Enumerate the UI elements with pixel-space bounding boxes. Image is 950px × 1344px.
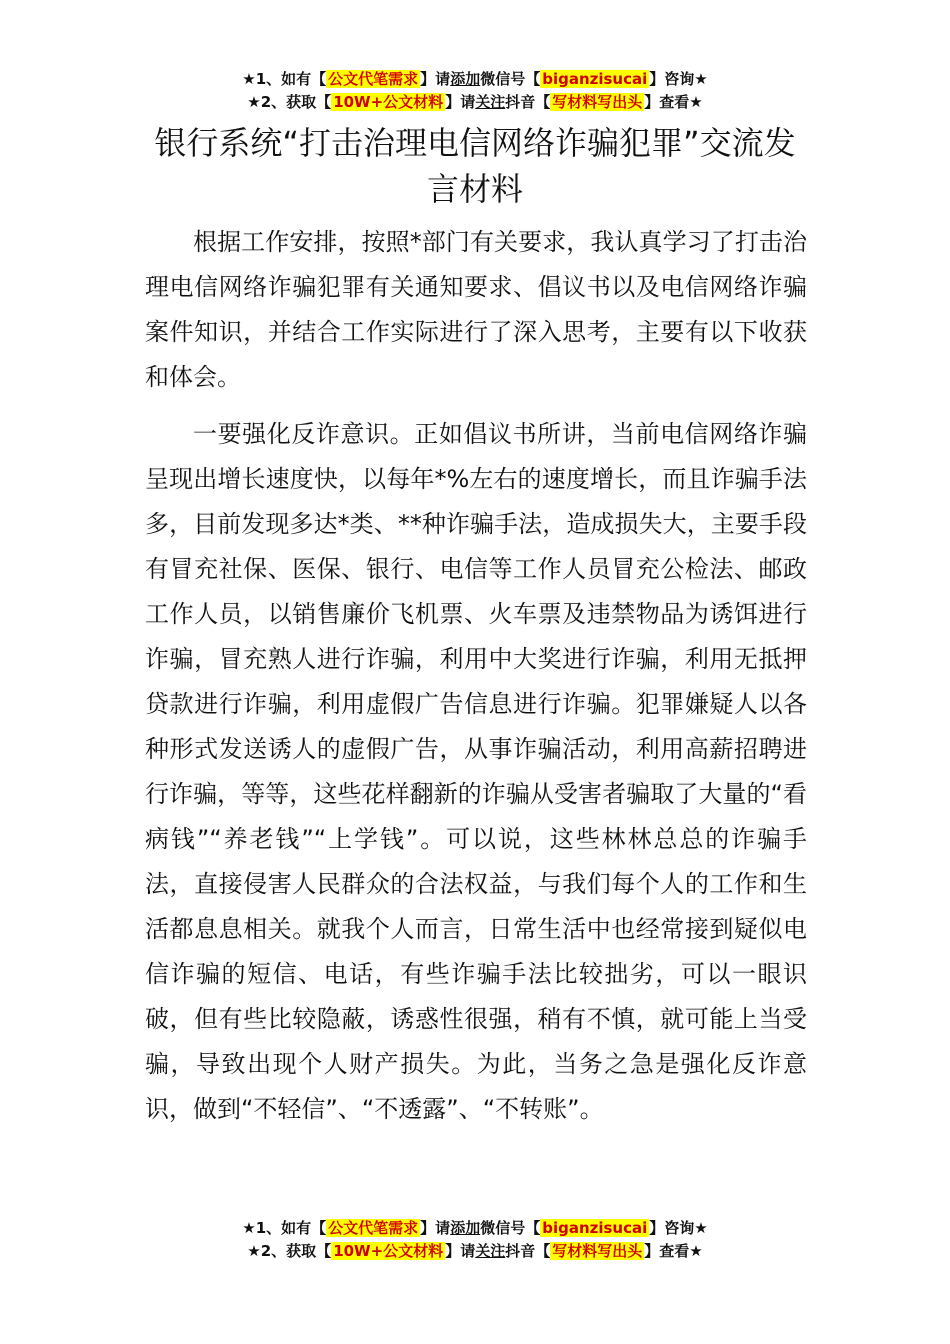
document-body <box>145 220 807 1144</box>
promo-line-2-suffix: 】查看★ <box>644 1242 703 1260</box>
promo-line-1-highlight-service: 公文代笔需求 <box>328 1219 419 1237</box>
promo-line-1 <box>0 1217 950 1240</box>
promo-banner-top <box>0 68 950 114</box>
promo-line-2-mid2: 抖音【 <box>505 93 551 111</box>
promo-line-2-suffix: 】查看★ <box>644 93 703 111</box>
promo-line-1-highlight-service: 公文代笔需求 <box>328 70 419 88</box>
promo-line-1-mid2: 微信号【 <box>480 1219 541 1237</box>
promo-line-2 <box>0 91 950 114</box>
paragraph-anti-fraud-awareness: 一要强化反诈意识。正如倡议书所讲，当前电信网络诈骗呈现出增长速度快，以每年*%左右的速度增长，而且诈骗手法多，目前发现多达*类、**种诈骗手法，造成损失大，主要手段有冒充社保、医保、银行、电信等工作人员冒充公检法、邮政工作人员，以销售廉价飞机票、火车票及违禁物品为诱饵进行诈骗，冒充熟人进行诈骗，利用中大奖进行诈骗，利用无抵押贷款进行诈骗，利用虚假广告信息进行诈骗。犯罪嫌疑人以各种形式发送诱人的虚假广告，从事诈骗活动，利用高薪招聘进行诈骗，等等，这些花样翻新的诈骗从受害者骗取了大量的“看病钱”“养老钱”“上学钱”。可以说，这些林林总总的诈骗手法，直接侵害人民群众的合法权益，与我们每个人的工作和生活都息息相关。就我个人而言，日常生活中也经常接到疑似电信诈骗的短信、电话，有些诈骗手法比较拙劣，可以一眼识破，但有些比较隐蔽，诱惑性很强，稍有不慎，就可能上当受骗，导致出现个人财产损失。为此，当务之急是强化反诈意识，做到“不轻信”、“不透露”、“不转账”。 <box>145 420 807 1123</box>
promo-line-1-highlight-wechat: biganzisucai <box>542 1219 648 1237</box>
promo-banner-bottom <box>0 1217 950 1263</box>
promo-line-1-highlight-wechat: biganzisucai <box>542 70 648 88</box>
promo-line-2 <box>0 1240 950 1263</box>
promo-line-2-highlight-douyin: 写材料写出头 <box>552 93 643 111</box>
promo-line-2-underline: 关注 <box>475 1242 506 1260</box>
promo-line-2-mid2: 抖音【 <box>505 1242 551 1260</box>
promo-line-2-mid: 】请 <box>445 1242 476 1260</box>
promo-line-2-prefix: ★2、获取【 <box>247 1242 332 1260</box>
promo-line-2-underline: 关注 <box>475 93 506 111</box>
promo-line-1-prefix: ★1、如有【 <box>242 70 327 88</box>
promo-line-1-prefix: ★1、如有【 <box>242 1219 327 1237</box>
document-title: 银行系统“打击治理电信网络诈骗犯罪”交流发言材料 <box>154 124 796 208</box>
promo-line-1-suffix: 】咨询★ <box>649 70 708 88</box>
promo-line-1-underline: 添加 <box>450 1219 481 1237</box>
promo-line-2-highlight-materials: 10W+公文材料 <box>333 1242 444 1260</box>
promo-line-2-highlight-douyin: 写材料写出头 <box>552 1242 643 1260</box>
promo-line-1 <box>0 68 950 91</box>
promo-line-1-mid: 】请 <box>420 1219 451 1237</box>
promo-line-2-highlight-materials: 10W+公文材料 <box>333 93 444 111</box>
promo-line-1-underline: 添加 <box>450 70 481 88</box>
paragraph-intro: 根据工作安排，按照*部门有关要求，我认真学习了打击治理电信网络诈骗犯罪有关通知要求、倡议书以及电信网络诈骗案件知识，并结合工作实际进行了深入思考，主要有以下收获和体会。 <box>145 228 807 391</box>
promo-line-1-mid: 】请 <box>420 70 451 88</box>
promo-line-1-mid2: 微信号【 <box>480 70 541 88</box>
promo-line-2-prefix: ★2、获取【 <box>247 93 332 111</box>
promo-line-2-mid: 】请 <box>445 93 476 111</box>
promo-line-1-suffix: 】咨询★ <box>649 1219 708 1237</box>
